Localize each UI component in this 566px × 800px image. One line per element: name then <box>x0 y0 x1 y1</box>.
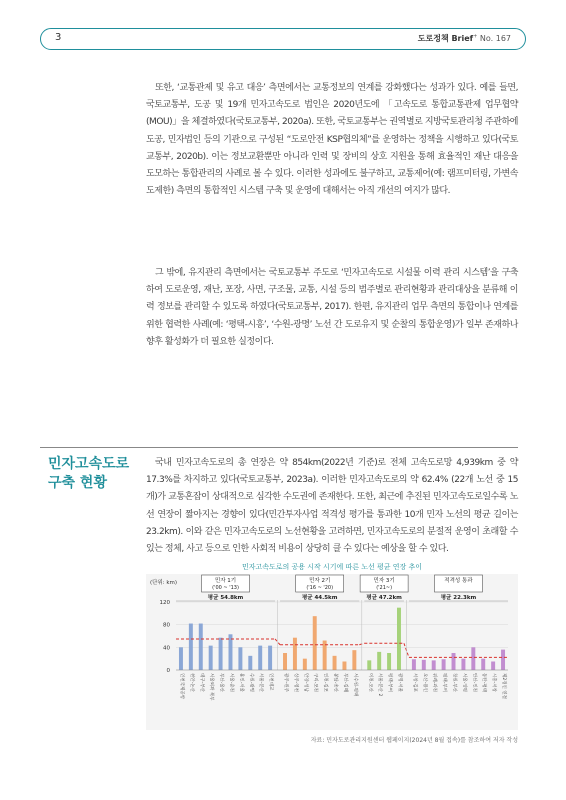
x-tick-label: 천안-논산 <box>188 673 194 693</box>
x-tick-label: 구리-포천 <box>312 673 318 693</box>
group-period: ('00 ~ '13) <box>212 585 239 591</box>
bar <box>491 662 495 671</box>
group-title: 민자 2기 <box>309 578 331 584</box>
bar <box>209 646 213 670</box>
x-tick-label: 평택-부여 <box>387 673 393 693</box>
x-tick-label: 인천대교 <box>268 673 274 691</box>
x-tick-label: 오산-용인 <box>421 673 427 693</box>
x-tick-label: 서수원-평택 <box>352 673 358 697</box>
bar <box>377 652 381 670</box>
bar <box>461 659 465 670</box>
group-period: ('21~) <box>376 585 393 591</box>
x-tick-label: 창원-부산 <box>451 673 457 693</box>
x-tick-label: 부산-울산 <box>218 673 224 693</box>
x-tick-label: 제2경인 연결 <box>501 673 507 700</box>
x-tick-label: 안산-인천 <box>471 673 477 693</box>
x-tick-label: 서울-문산 2 <box>377 673 383 697</box>
x-tick-label: 부산-김해 <box>342 673 348 693</box>
bar <box>189 624 193 670</box>
x-tick-label: 용인-서울 <box>238 673 244 693</box>
bar <box>313 616 317 670</box>
x-tick-label: 위례-과천 <box>431 673 437 693</box>
paragraph-maintenance: 그 밖에, 유지관리 측면에서는 국토교통부 주도로 ‘민자고속도로 시설물 이력 관리 시스템’을 구축하여 도로운영, 재난, 포장, 사면, 구조물, 교통, 시설 등의 범주별로 관리현황과 관리대상을 분류해 이력 정보를 관리할 수 있도록 하였다(국토교통부, 2017). 한편, 유지관리 업무 측면의 통합이나 연계를 위한 협력한 사례(예: ‘평택-시흥’, ‘수원-광명’ 노선 간 도로유지 및 순찰의 통합운영)가 일부 존재하나 향후 활성화가 더 필요한 실정이다. <box>146 268 518 347</box>
bar <box>283 653 287 670</box>
bar <box>442 659 446 670</box>
bar <box>342 662 346 671</box>
bar <box>432 660 436 670</box>
y-tick-label: 0 <box>166 668 170 674</box>
bar <box>199 624 203 670</box>
paragraph-traffic-control: 또한, ‘교통관제 및 유고 대응’ 측면에서는 교통정보의 연계를 강화했다는 성과가 있다. 예를 들면, 국토교통부, 도공 및 19개 민자고속도로 법인은 2020년도에 「고속도로 통합교통관제 업무협약(MOU)」을 체결하였다(국토교통부, 2020a). 또한, 국토교통부는 권역별로 지방국토관리청 주관하에 도공, 민자법인 등의 기관으로 구성된 “도로안전 KSP협의체”를 운영하는 정책을 시행하고 있다(국토교통부, 2020b). 이는 정보교환뿐만 아니라 인력 및 장비의 상호 지원을 통해 효율적인 재난 대응을 도모하는 통합관리의 사례로 볼 수 있다. 이러한 성과에도 불구하고, 교통제어(예: 램프미터링, 가변속도제한) 측면의 통합적인 시스템 구축 및 운영에 대해서는 아직 개선의 여지가 많다. <box>146 83 518 197</box>
bar <box>333 656 337 670</box>
publication-sup: + <box>473 33 478 40</box>
group-title: 적격성 통과 <box>444 578 473 584</box>
x-tick-label: 서창-김포 <box>411 673 417 693</box>
group-average-label: 평균 22.3km <box>440 595 477 601</box>
bar <box>397 608 401 670</box>
x-tick-label: 이천-오산 <box>367 673 373 693</box>
x-tick-label: 인천국제공항 <box>178 673 184 700</box>
x-tick-label: 서울외곽 북부 <box>208 673 214 701</box>
figure-title: 민자고속도로의 공용 시작 시기에 따른 노선 평균 연장 추이 <box>241 563 423 571</box>
y-tick-label: 120 <box>159 600 170 606</box>
group-title: 민자 1기 <box>214 578 237 584</box>
group-average-label: 평균 44.5km <box>301 595 338 601</box>
chart-container <box>146 574 518 730</box>
bar <box>422 660 426 670</box>
x-tick-label: 안양-성남 <box>302 673 308 693</box>
x-tick-label: 평택-부여 <box>441 673 447 693</box>
bar <box>481 659 485 670</box>
section-title: 민자고속도로 구축 현황 <box>48 456 130 491</box>
issue-number: No. 167 <box>479 34 511 43</box>
figure-source: 자료: 민자도로관리지원센터 웹페이지(2024년 8월 접속)를 참조하여 저자 작성 <box>310 737 518 744</box>
bar <box>452 653 456 670</box>
y-axis-unit-label: (단위: km) <box>150 580 178 586</box>
bar <box>367 660 371 670</box>
publication-title <box>418 33 511 44</box>
x-tick-label: 대구-부산 <box>198 673 204 693</box>
x-tick-label: 수원-광명 <box>248 673 254 693</box>
x-tick-label: 광명-서울 <box>396 673 402 693</box>
bar <box>229 634 233 670</box>
section-divider <box>40 447 518 448</box>
bar <box>238 647 242 670</box>
bar <box>471 647 475 670</box>
x-tick-label: 서울-문산 <box>258 673 264 693</box>
x-tick-label: 서울-양평 <box>461 673 467 693</box>
x-tick-label: 동탄-평택 <box>481 673 487 693</box>
bar <box>293 638 297 670</box>
x-tick-label: 인천-김포 <box>322 673 328 693</box>
x-tick-label: 상주-영천 <box>292 673 298 693</box>
x-tick-label: 광주-원주 <box>283 673 289 693</box>
bar <box>303 659 307 670</box>
bar <box>248 656 252 670</box>
route-length-chart <box>146 574 518 730</box>
bar <box>412 659 416 670</box>
x-tick-label: 서울-춘천 <box>228 673 234 693</box>
bar <box>179 647 183 670</box>
bar <box>501 650 505 670</box>
group-period: ('16 ~ '20) <box>306 585 334 591</box>
x-tick-label: 시흥-서창 <box>491 673 497 693</box>
bar <box>258 646 262 670</box>
x-tick-label: 봉담-송산 <box>332 673 338 693</box>
group-average-label: 평균 47.2km <box>366 595 402 601</box>
bar <box>352 650 356 670</box>
bar <box>387 653 391 670</box>
publication-name: 도로정책 Brief <box>417 34 474 43</box>
paragraph-construction-status: 국내 민자고속도로의 총 연장은 약 854km(2022년 기준)로 전체 고속도로망 4,939km 중 약 17.3%를 차지하고 있다(국토교통부, 2023a). 이러한 민자고속도로의 약 62.4% (22개 노선 중 15개)가 교통혼잡이 상대적으로 심각한 수도권에 존재한다. 또한, 최근에 추진된 민자고속도로일수록 노선 연장이 짧아지는 경향이 있다(민간투자사업 적격성 평가를 통과한 10개 민자 노선의 평균 길이는 23.2km). 이와 같은 민자고속도로의 노선현황을 고려하면, 민자고속도로의 분절적 운영이 초래할 수 있는 정체, 사고 등으로 인한 사회적 비용이 상당히 클 수 있다는 예상을 할 수 있다. <box>146 458 518 555</box>
y-tick-label: 40 <box>163 645 170 652</box>
bar <box>268 646 272 670</box>
group-average-label: 평균 54.8km <box>207 595 244 601</box>
page-header <box>40 28 526 50</box>
bar <box>219 638 223 670</box>
y-tick-label: 80 <box>163 622 170 629</box>
page-number: 3 <box>55 32 62 43</box>
group-title: 민자 3기 <box>373 578 395 584</box>
